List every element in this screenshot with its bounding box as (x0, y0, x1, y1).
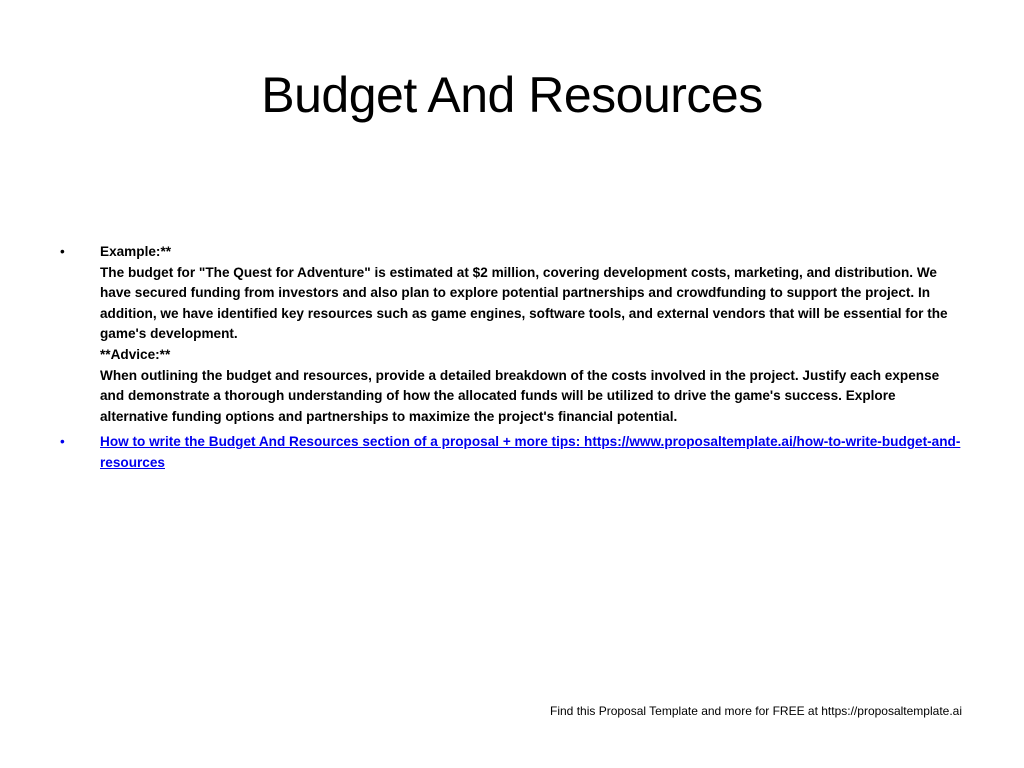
bullet-list (56, 242, 962, 474)
advice-text: When outlining the budget and resources, provide a detailed breakdown of the costs involved in the project. Justify each expense and demonstrate a thorough understanding of how the allocated funds will be utilized to drive the game's success. Explore alternative funding options and partnerships to maximize the project's financial potential. (100, 367, 940, 424)
slide-title: Budget And Resources (261, 67, 763, 123)
bullet-item-example (56, 242, 962, 427)
footer-note: Find this Proposal Template and more for FREE at https://proposaltemplate.ai (550, 704, 962, 718)
example-heading: Example:** (100, 244, 172, 259)
bullet-marker: • (60, 244, 65, 259)
proposal-tips-link[interactable]: How to write the Budget And Resources section of a proposal + more tips: https://www.proposaltemplate.ai/how-to-write-budget-and-resources (100, 434, 961, 470)
advice-heading: **Advice:** (100, 346, 171, 362)
bullet-marker: • (60, 434, 65, 450)
bullet-item-link (56, 432, 962, 473)
example-text: The budget for "The Quest for Adventure" is estimated at $2 million, covering development costs, marketing, and distribution. We have secured funding from investors and also plan to explore potential partnerships and crowdfunding to support the project. In addition, we have identified key resources such as game engines, software tools, and external vendors that will be essential for the game's development. (100, 264, 948, 342)
